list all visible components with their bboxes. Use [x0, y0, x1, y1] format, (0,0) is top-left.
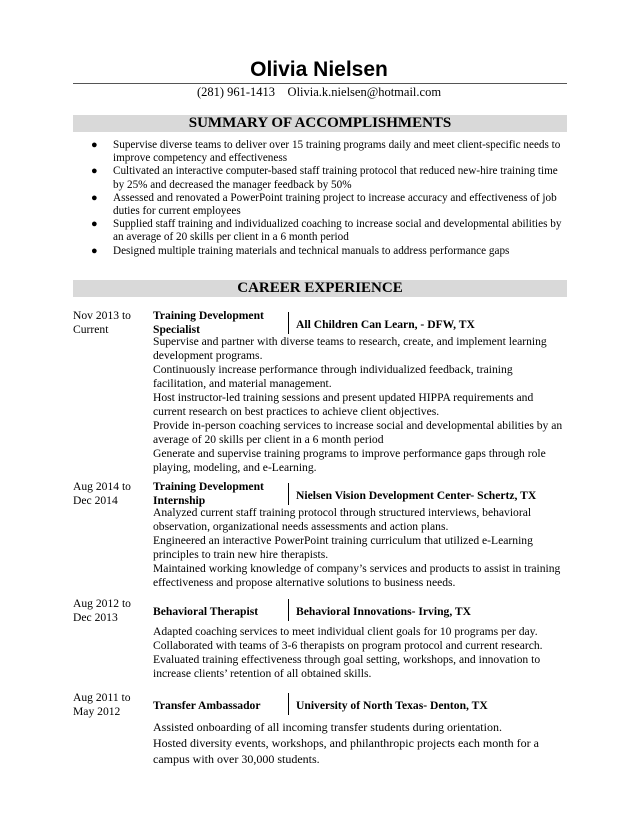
- title-divider: [288, 312, 289, 334]
- job-organization: Nielsen Vision Development Center- Schertz, TX: [296, 489, 537, 502]
- job-title: Training Development Specialist: [153, 309, 264, 336]
- job-organization: All Children Can Learn, - DFW, TX: [296, 318, 475, 331]
- candidate-name: Olivia Nielsen: [250, 58, 388, 81]
- job-dates: Nov 2013 to Current: [73, 309, 131, 336]
- bullet-icon: ●: [91, 139, 98, 151]
- summary-list: [75, 139, 565, 258]
- title-divider: [288, 483, 289, 505]
- summary-item: ● Cultivated an interactive computer-based staff training protocol that reduced new-hire training time by 25% and decreased the manager feedback by 50%: [91, 165, 558, 191]
- job-organization: University of North Texas- Denton, TX: [296, 699, 488, 712]
- bullet-icon: ●: [91, 191, 98, 204]
- job-title: Behavioral Therapist: [153, 605, 259, 618]
- job-organization: Behavioral Innovations- Irving, TX: [296, 605, 472, 618]
- bullet-icon: ●: [91, 165, 98, 178]
- job-dates: Aug 2011 to May 2012: [73, 691, 131, 718]
- career-heading: CAREER EXPERIENCE: [73, 280, 567, 297]
- bullet-icon: ●: [91, 218, 98, 231]
- title-divider: [288, 599, 289, 621]
- job-title: Transfer Ambassador: [153, 699, 261, 712]
- bullet-icon: ●: [91, 244, 98, 257]
- job-description: Adapted coaching services to meet individual client goals for 10 programs per day. Collaborated with teams of 3-6 therapists on program protocol and current research. Evaluated training effectiveness through goal setting, workshops, and innovation to increase clients’ retention of all obtained skills.: [153, 625, 543, 680]
- contact-line: (281) 961-1413 Olivia.k.nielsen@hotmail.com: [196, 85, 442, 99]
- job-description: Supervise and partner with diverse teams to research, create, and implement learning development programs. Continuously increase performance through individualized feedback, training facilitation, and material management. Host instructor-led training sessions and present updated HIPPA requirements and current research on best practices to achieve client objectives. Provide in-person coaching services to increase social and developmental abilities by an average of 20 skills per client in a 6 month period Generate and supervise training programs to improve performance gaps through role playing, modeling, and e-Learning.: [153, 335, 563, 474]
- header-rule: [73, 83, 567, 84]
- summary-heading: SUMMARY OF ACCOMPLISHMENTS: [73, 115, 567, 132]
- job-description: Analyzed current staff training protocol through structured interviews, behavioral observation, organizational needs assessments and action plans. Engineered an interactive PowerPoint training curriculum that utilized e-Learning principles to train new hire therapists. Maintained working knowledge of company’s services and products to assist in training effectiveness and propose alternative solutions to business needs.: [153, 506, 561, 589]
- job-dates: Aug 2012 to Dec 2013: [73, 597, 131, 624]
- summary-item: ● Supervise diverse teams to deliver over 15 training programs daily and meet client-specific needs to improve competency and effectiveness: [91, 139, 561, 165]
- title-divider: [288, 693, 289, 715]
- job-dates: Aug 2014 to Dec 2014: [73, 480, 131, 507]
- job-description: Assisted onboarding of all incoming transfer students during orientation. Hosted diversity events, workshops, and philanthropic projects each month for a campus with over 30,000 students.: [153, 720, 539, 766]
- summary-item: ● Designed multiple training materials and technical manuals to address performance gaps: [91, 244, 510, 257]
- summary-item: ● Supplied staff training and individualized coaching to increase social and developmental abilities by an average of 20 skills per client in a 6 month period: [91, 218, 562, 244]
- summary-item: ● Assessed and renovated a PowerPoint training project to increase accuracy and effectiveness of job duties for current employees: [91, 191, 557, 218]
- job-title: Training Development Internship: [153, 480, 264, 507]
